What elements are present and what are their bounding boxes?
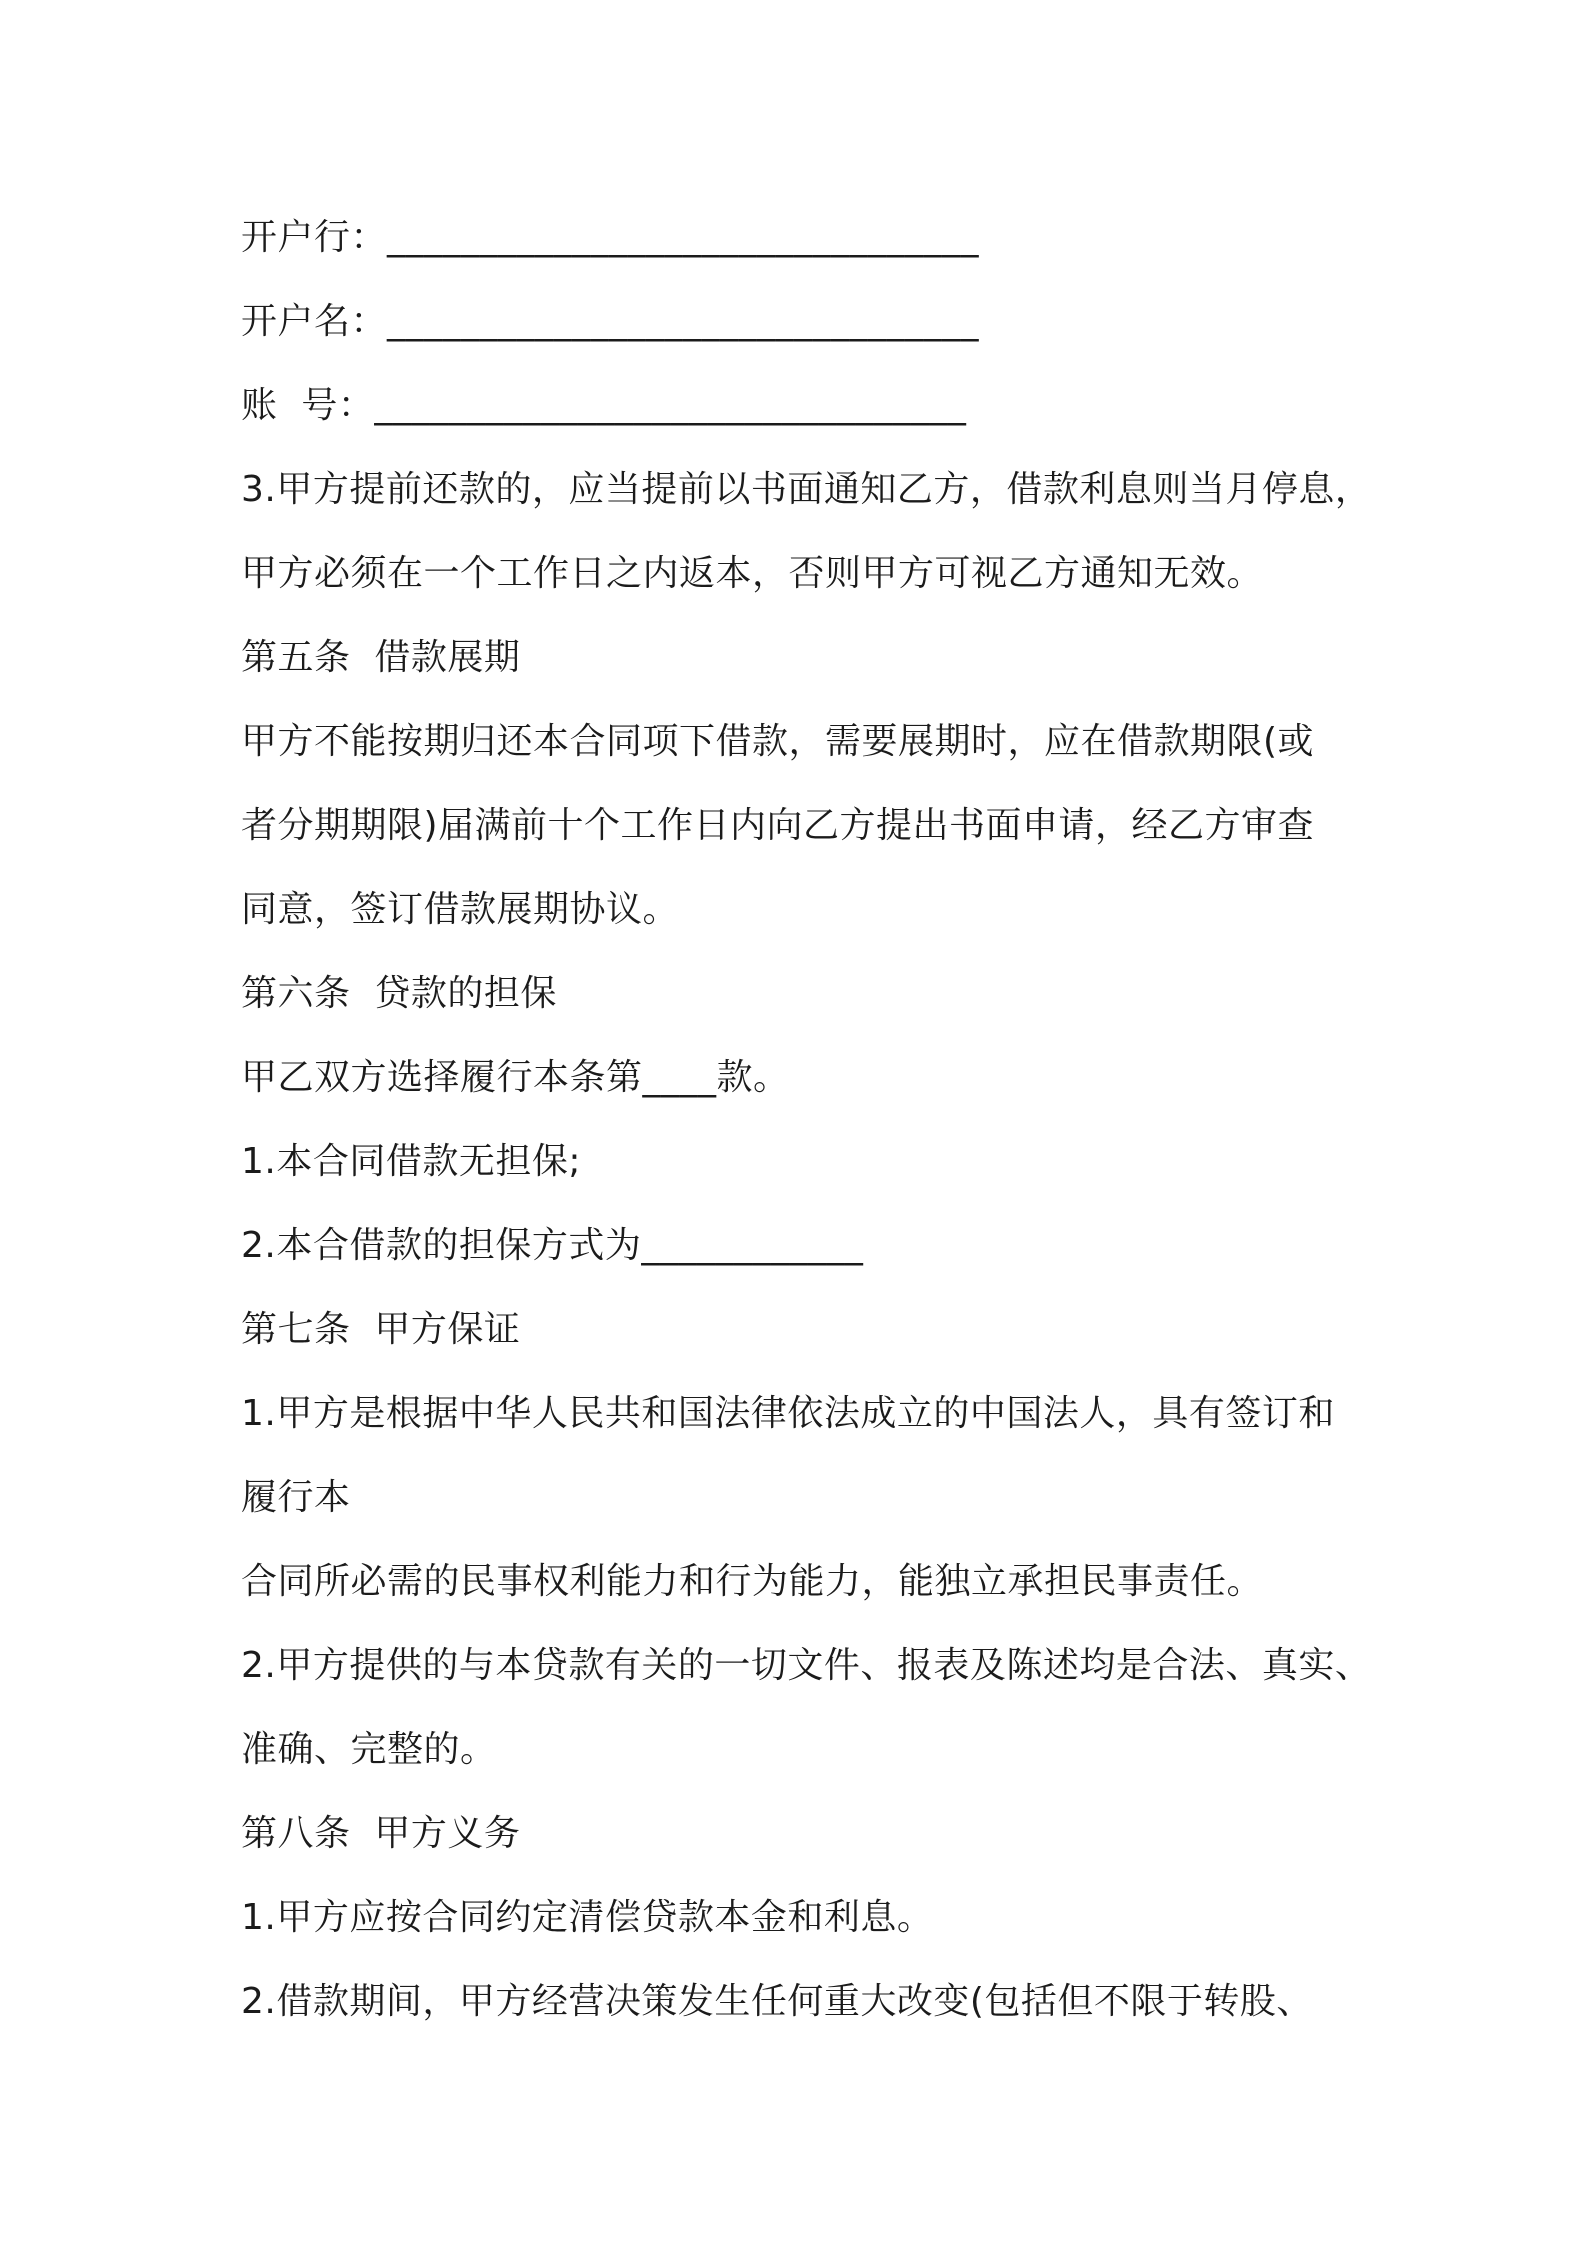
paragraph-line: 准确、完整的。 [241,1729,497,1770]
paragraph-line: 甲方必须在一个工作日之内返本，否则甲方可视乙方通知无效。 [241,553,1264,594]
article-6-heading: 第六条 贷款的担保 [241,973,557,1014]
paragraph-line: 同意，签订借款展期协议。 [241,889,680,930]
paragraph-line: 履行本 [241,1477,351,1518]
list-item: 1.甲方应按合同约定清偿贷款本金和利息。 [241,1897,934,1938]
article-5-heading: 第五条 借款展期 [241,637,521,678]
list-item: 2.甲方提供的与本贷款有关的一切文件、报表及陈述均是合法、真实、 [241,1645,1372,1686]
list-item: 1.本合同借款无担保; [241,1141,581,1182]
article-7-heading: 第七条 甲方保证 [241,1309,521,1350]
list-item: 1.甲方是根据中华人民共和国法律依法成立的中国法人，具有签订和 [241,1393,1335,1434]
bank-name-field-line: 开户行：________________________________ [241,217,980,258]
list-item: 2.本合借款的担保方式为____________ [241,1225,864,1266]
list-item: 2.借款期间，甲方经营决策发生任何重大改变(包括但不限于转股、 [241,1981,1313,2022]
paragraph-line: 3.甲方提前还款的，应当提前以书面通知乙方，借款利息则当月停息， [241,469,1372,510]
account-number-field-line: 账 号：________________________________ [241,385,967,426]
article-8-heading: 第八条 甲方义务 [241,1813,521,1854]
document-body [241,196,1372,2044]
paragraph-line: 甲乙双方选择履行本条第____款。 [241,1057,790,1098]
account-name-field-line: 开户名：________________________________ [241,301,980,342]
paragraph-line: 合同所必需的民事权利能力和行为能力，能独立承担民事责任。 [241,1561,1264,1602]
paragraph-line: 者分期期限)届满前十个工作日内向乙方提出书面申请，经乙方审查 [241,805,1315,846]
paragraph-line: 甲方不能按期归还本合同项下借款，需要展期时，应在借款期限(或 [241,721,1315,762]
